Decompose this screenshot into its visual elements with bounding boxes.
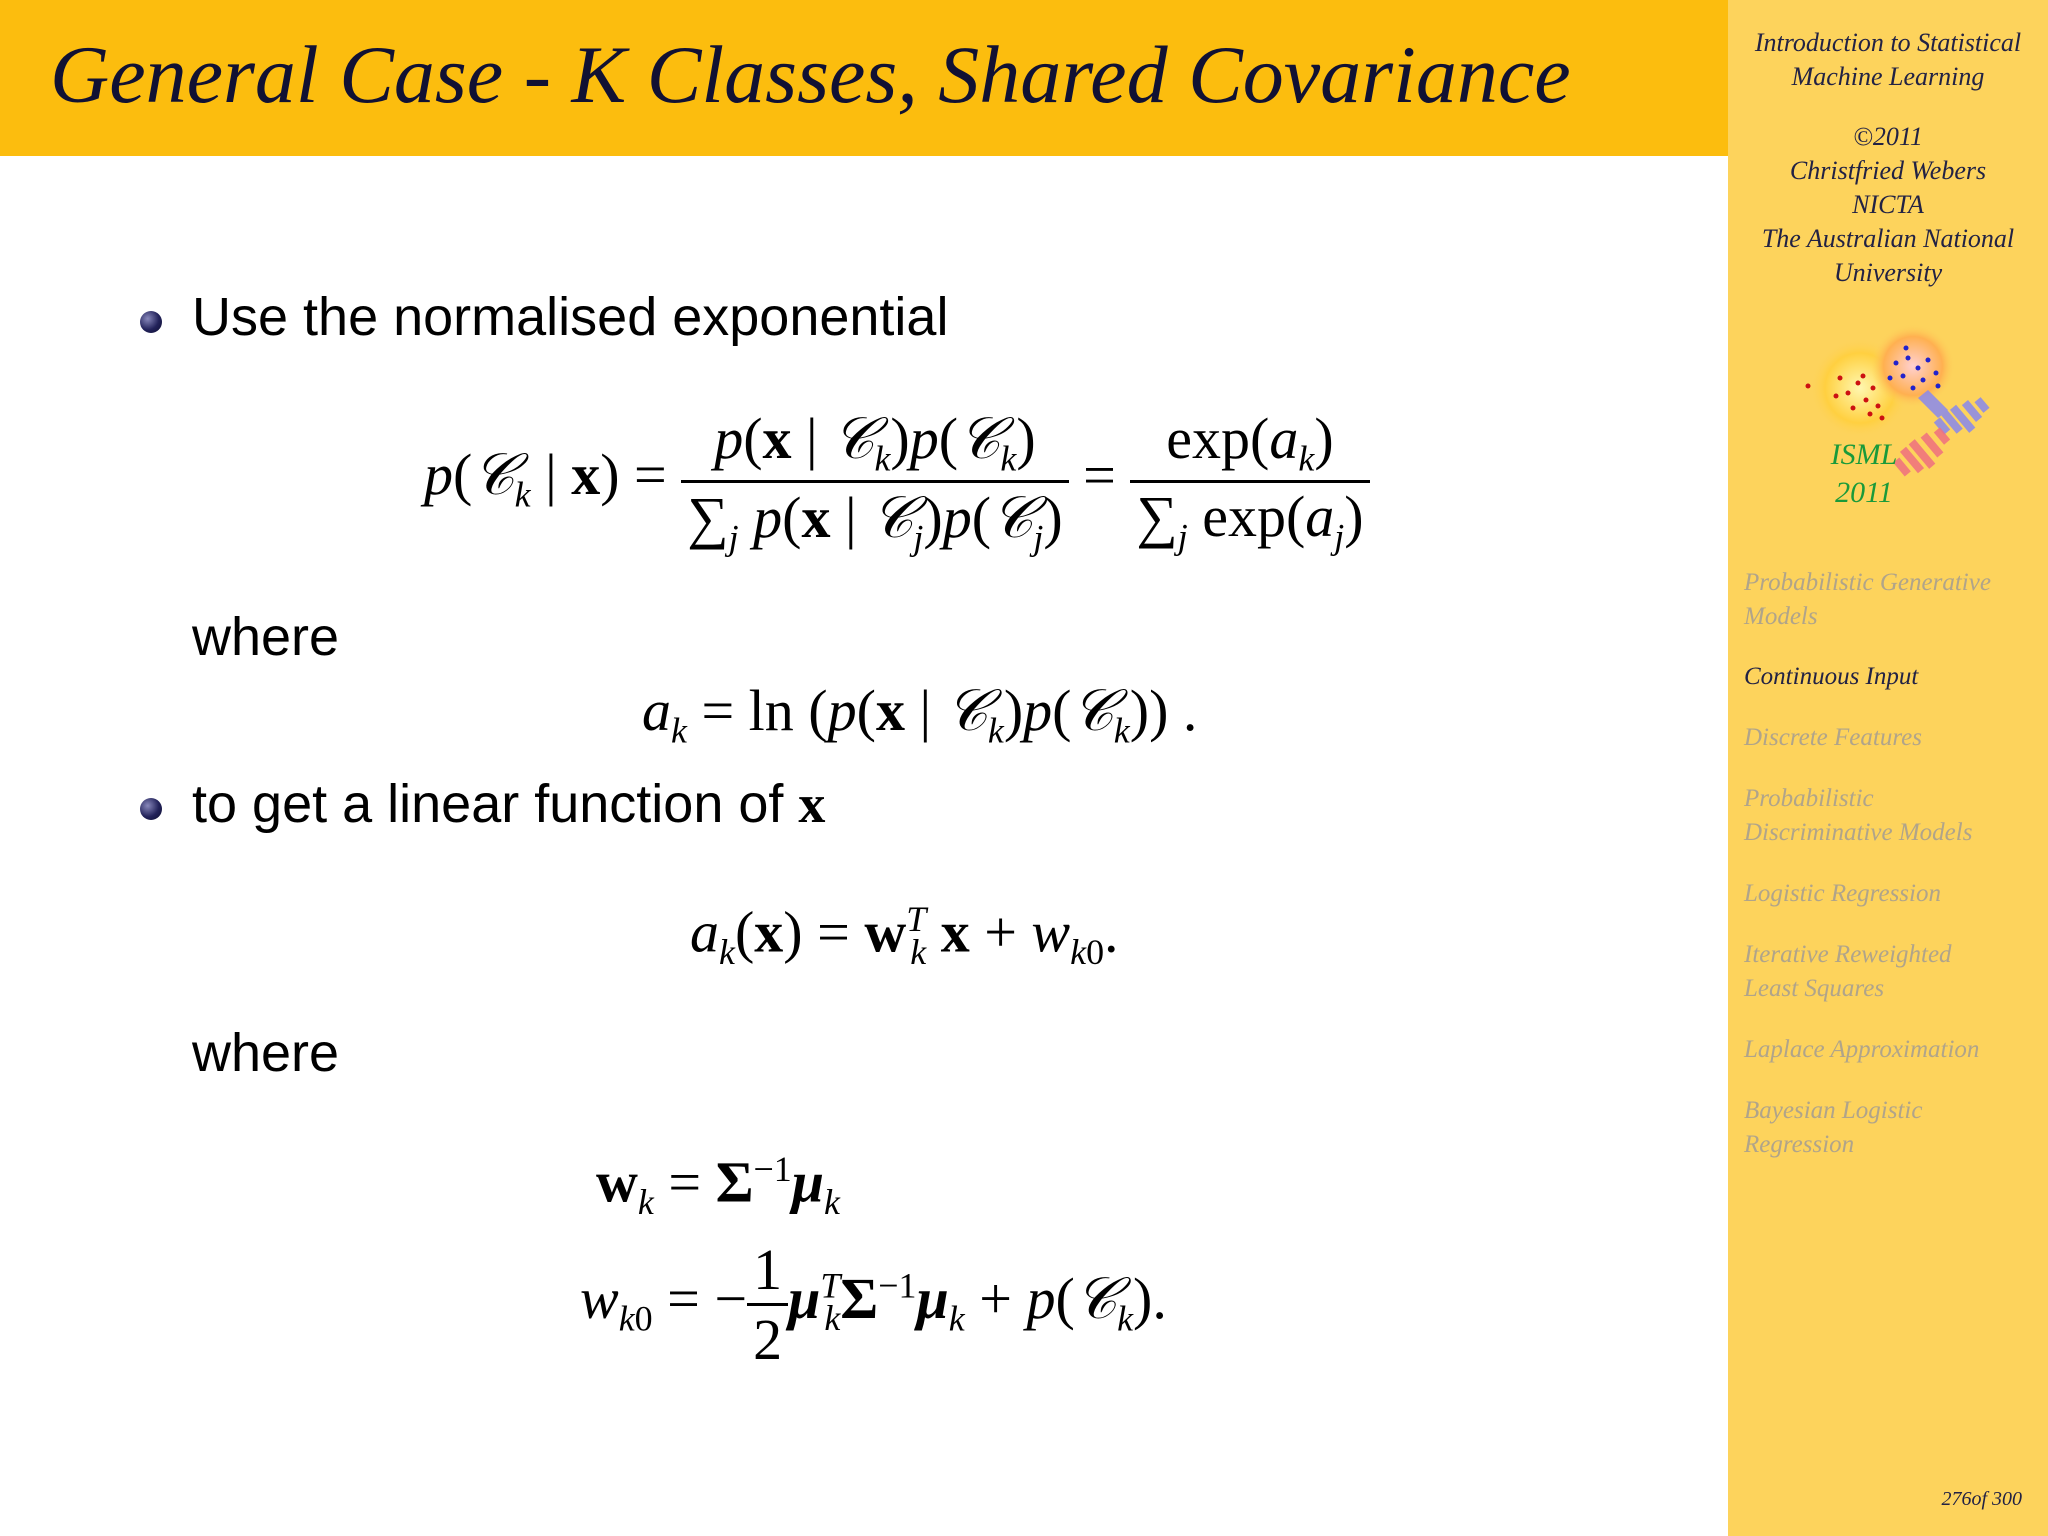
bullet-marker	[140, 798, 162, 820]
nav-label: Laplace Approximation	[1744, 1036, 1980, 1063]
nav-bayesian-logistic-regression[interactable]	[1744, 1094, 2044, 1162]
nav-label: Logistic Regression	[1744, 880, 1941, 907]
nav-logistic-regression[interactable]	[1744, 877, 2044, 911]
nav-probabilistic-discriminative-models[interactable]	[1744, 782, 2044, 850]
equation-linear-function: $a_k(x) = w^T_k$ $x + w_{k0}$.	[690, 899, 1119, 972]
course-title-line-2: Machine Learning	[1791, 62, 1985, 91]
nav-label: Models	[1744, 603, 1818, 630]
nav-label: Regression	[1744, 1131, 1855, 1158]
where-text-2: where	[192, 1023, 340, 1083]
bullet-2-label: to get a linear function of	[192, 774, 784, 834]
equation-activation: $a_k = \ln (p(x$ | 𝒞$_k$)p(𝒞$_k$)) .	[642, 676, 1198, 751]
logo-text-year: 2011	[1835, 476, 1893, 509]
page-number: 276of 300	[1941, 1488, 2022, 1510]
equation-bias: $w_{k0}$ = − $\frac{1}{2}$ $\mu^T_k\Sigma^{-1}\mu_k$ + p(𝒞$_k$).	[580, 1237, 1167, 1372]
equation-posterior: p(𝒞$_k$ | x) = $\frac{p(x | 𝒞_k)p(𝒞_k)}{\sum_j p(x | 𝒞_j)p(𝒞_j)}$ = $\frac{\exp(a_k)}{\sum_j \exp(a_j)}$	[424, 404, 1370, 558]
logo-text-isml: ISML	[1830, 438, 1898, 471]
slide-title: General Case - K Classes, Shared Covariance	[50, 29, 1571, 120]
nav-label: Bayesian Logistic	[1744, 1097, 1923, 1124]
bullet-2-text	[192, 773, 825, 835]
nav-laplace-approximation[interactable]	[1744, 1033, 2044, 1067]
nav-label: Iterative Reweighted	[1744, 941, 1952, 968]
bullet-marker	[140, 311, 162, 333]
sidebar	[1728, 0, 2048, 1536]
nav-label: Probabilistic Generative	[1744, 569, 1991, 596]
nav-label: Continuous Input	[1744, 663, 1919, 690]
nav-discrete-features[interactable]	[1744, 721, 2044, 755]
nav-probabilistic-generative-models[interactable]	[1744, 566, 2044, 634]
title-bar	[0, 0, 1728, 156]
nav-continuous-input[interactable]	[1744, 660, 2044, 694]
nav-label: Discriminative Models	[1744, 819, 1973, 846]
nav-label: Least Squares	[1744, 975, 1885, 1002]
where-text-1: where	[192, 607, 340, 667]
equation-weights: $w_k = \Sigma^{-1}\mu_k$	[596, 1149, 840, 1222]
bullet-2-variable: x	[798, 774, 826, 834]
nav-iterative-reweighted-least-squares[interactable]	[1744, 938, 2044, 1006]
nav-label: Probabilistic	[1744, 785, 1874, 812]
course-title-line-1: Introduction to Statistical	[1754, 28, 2022, 57]
university-line-2: University	[1833, 258, 1943, 287]
bullet-1-text: Use the normalised exponential	[192, 287, 949, 347]
university-line-1: The Australian National	[1761, 224, 2015, 253]
nav-label: Discrete Features	[1744, 724, 1922, 751]
author-name: Christfried Webers	[1789, 156, 1987, 185]
copyright-year: ©2011	[1853, 122, 1923, 151]
institution-nicta: NICTA	[1852, 190, 1924, 219]
